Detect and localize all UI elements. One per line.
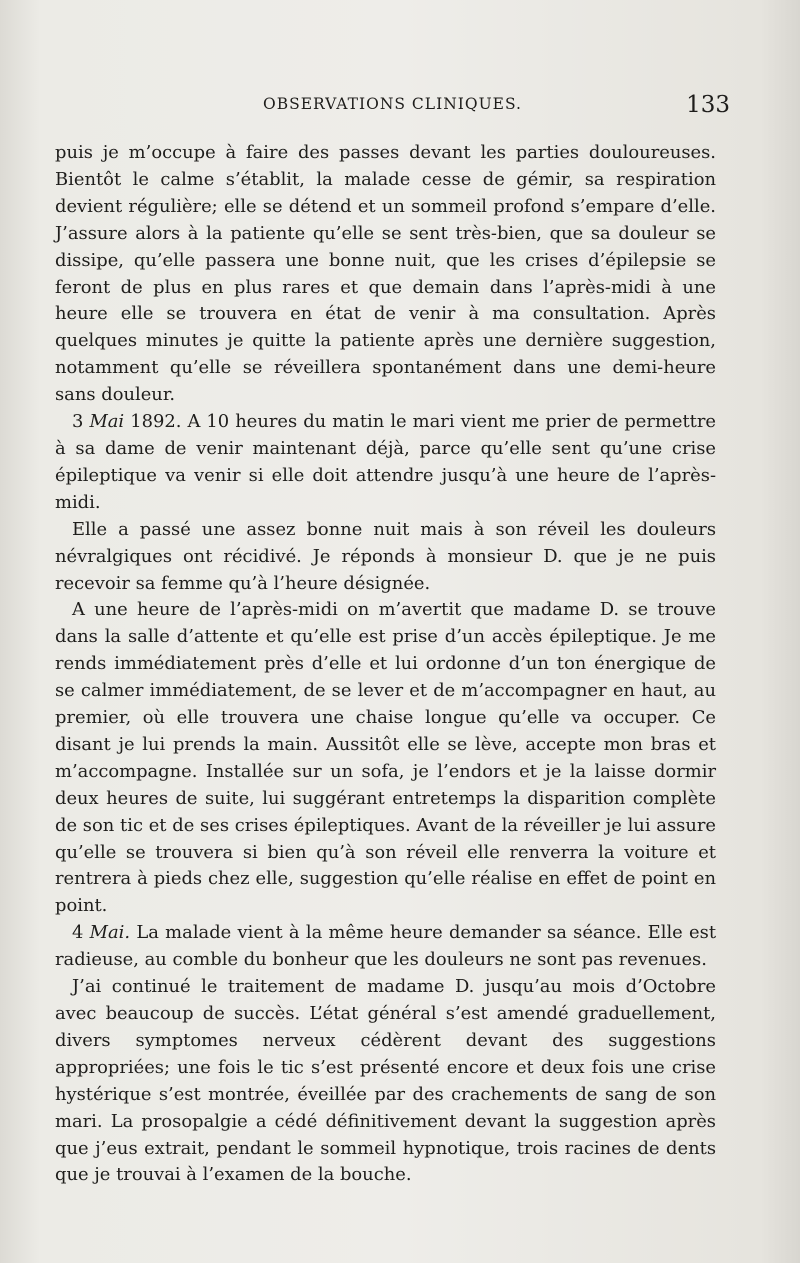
date-month: Mai. <box>89 922 131 944</box>
paragraph-text: 1892. A 10 heures du matin le mari vient me prier de permettre à sa dame de venir maintenant déjà, parce qu’elle sent qu’une crise épileptique va venir si elle doit attendre jusqu’à une heure de l’après-midi. <box>55 411 717 513</box>
paragraph-dated <box>55 409 716 517</box>
running-head: OBSERVATIONS CLINIQUES. <box>263 95 522 113</box>
paragraph: J’ai continué le traitement de madame D. jusqu’au mois d’Octobre avec beaucoup de succès. L’état général s’est amendé graduellement, divers symptomes nerveux cédèrent devant des suggestions appropriées; une fois le tic s’est présenté encore et deux fois une crise hystérique s’est montrée, éveillée par des crachements de sang de son mari. La prosopalgie a cédé définitivement devant la suggestion après que j’eus extrait, pendant le sommeil hypnotique, trois racines de dents que je trouvai à l’examen de la bouche. <box>55 976 716 1186</box>
page-header <box>55 92 730 122</box>
day-number: 3 <box>72 411 84 433</box>
paragraph-text: La malade vient à la même heure demander sa séance. Elle est radieuse, au comble du bonheur que les douleurs ne sont pas revenues. <box>55 922 717 971</box>
page-number: 133 <box>686 92 730 118</box>
paragraph: puis je m’occupe à faire des passes devant les parties douloureuses. Bientôt le calme s’établit, la malade cesse de gémir, sa respiration devient régulière; elle se détend et un sommeil profond s’empare d’elle. J’assure alors à la patiente qu’elle se sent très-bien, que sa douleur se dissipe, qu’elle passera une bonne nuit, que les crises d’épilepsie se feront de plus en plus rares et que demain dans l’après-midi à une heure elle se trouvera en état de venir à ma consultation. Après quelques minutes je quitte la patiente après une dernière suggestion, notamment qu’elle se réveillera spontanément dans une demi-heure sans douleur. <box>55 142 716 406</box>
paragraph-dated <box>55 920 716 974</box>
day-number: 4 <box>72 922 84 944</box>
body-text <box>55 140 716 1189</box>
paragraph: Elle a passé une assez bonne nuit mais à son réveil les douleurs névralgiques ont récidivé. Je réponds à monsieur D. que je ne puis recevoir sa femme qu’à l’heure désignée. <box>55 518 716 594</box>
paragraph: A une heure de l’après-midi on m’avertit que madame D. se trouve dans la salle d’attente et qu’elle est prise d’un accès épileptique. Je me rends immédiatement près d’elle et lui ordonne d’un ton énergique de se calmer immédiatement, de se lever et de m’accompagner en haut, au premier, où elle trouvera une chaise longue qu’elle va occuper. Ce disant je lui prends la main. Aussitôt elle se lève, accepte mon bras et m’accompagne. Installée sur un sofa, je l’endors et je la laisse dormir deux heures de suite, lui suggérant entretemps la disparition complète de son tic et de ses crises épileptiques. Avant de la réveiller je lui assure qu’elle se trouvera si bien qu’à son réveil elle renverra la voiture et rentrera à pieds chez elle, suggestion qu’elle réalise en effet de point en point. <box>55 599 716 917</box>
date-month: Mai <box>89 411 125 433</box>
